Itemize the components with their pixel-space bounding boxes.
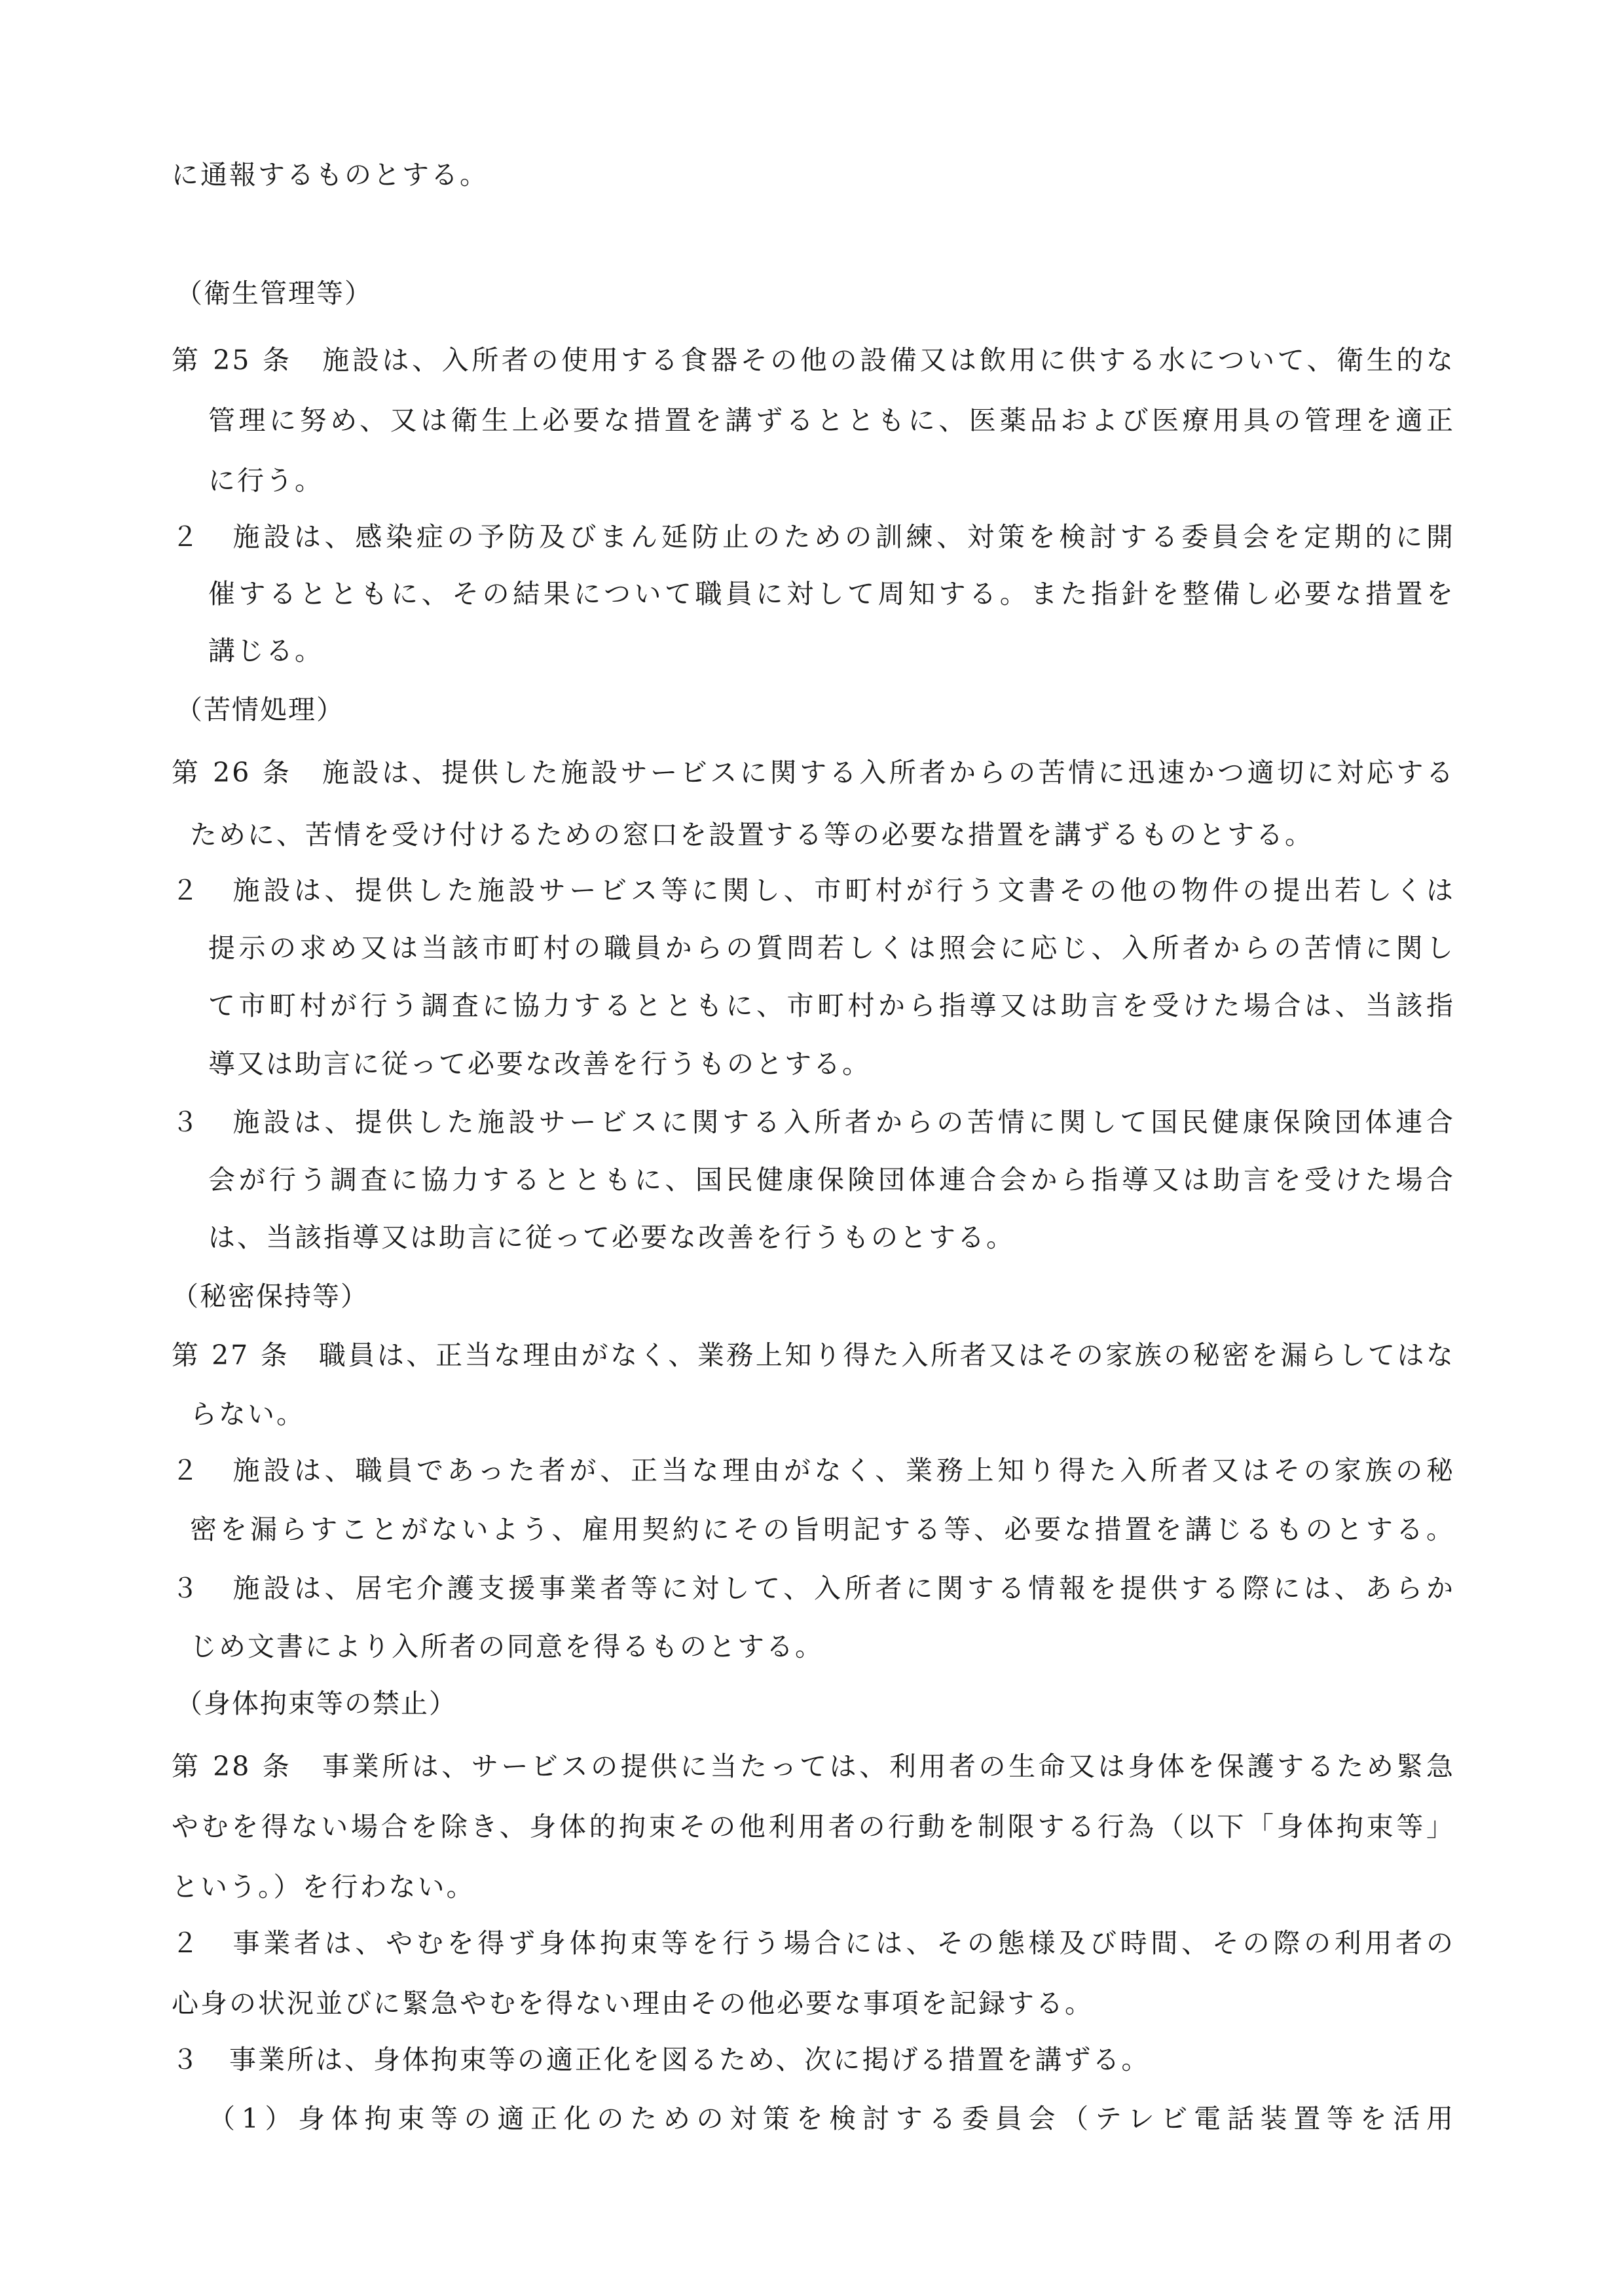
section-heading: （苦情処理） [175,694,344,725]
text-line: 管理に努め、又は衛生上必要な措置を講ずるとともに、医薬品および医療用具の管理を適正 [208,405,1455,436]
text-line: に通報するものとする。 [172,159,489,191]
text-line: て市町村が行う調査に協力するとともに、市町村から指導又は助言を受けた場合は、当該指 [208,990,1455,1021]
paragraph-line: ２ 施設は、提供した施設サービス等に関し、市町村が行う文書その他の物件の提出若しくは [172,875,1455,906]
text-line: 提示の求め又は当該市町村の職員からの質問若しくは照会に応じ、入所者からの苦情に関し [208,932,1455,964]
text-line: 導又は助言に従って必要な改善を行うものとする。 [208,1048,871,1080]
text-line: 会が行う調査に協力するとともに、国民健康保険団体連合会から指導又は助言を受けた場合 [208,1164,1455,1195]
paragraph-line: ２ 施設は、感染症の予防及びまん延防止のための訓練、対策を検討する委員会を定期的に開 [172,521,1455,553]
text-line: 密を漏らすことがないよう、雇用契約にその旨明記する等、必要な措置を講じるものとする。 [190,1514,1455,1545]
paragraph-line: ２ 施設は、職員であった者が、正当な理由がなく、業務上知り得た入所者又はその家族の秘 [172,1455,1456,1486]
article-line: 第 26 条 施設は、提供した施設サービスに関する入所者からの苦情に迅速かつ適切に対応する [172,757,1455,788]
text-line: という。）を行わない。 [172,1871,475,1903]
text-line: 催するとともに、その結果について職員に対して周知する。また指針を整備し必要な措置を [208,578,1455,610]
text-line: やむを得ない場合を除き、身体的拘束その他利用者の行動を制限する行為（以下「身体拘束等」 [172,1811,1455,1842]
paragraph-line: ３ 施設は、提供した施設サービスに関する入所者からの苦情に関して国民健康保険団体連合 [172,1106,1455,1138]
text-line: に行う。 [208,465,323,496]
paragraph-line: ３ 施設は、居宅介護支援事業者等に対して、入所者に関する情報を提供する際には、あらか [172,1573,1455,1604]
text-line: じめ文書により入所者の同意を得るものとする。 [190,1631,824,1662]
section-heading: （身体拘束等の禁止） [175,1688,457,1719]
article-line: 第 27 条 職員は、正当な理由がなく、業務上知り得た入所者又はその家族の秘密を漏らしてはな [172,1339,1455,1371]
section-heading: （秘密保持等） [172,1281,369,1312]
text-line: ために、苦情を受け付けるための窓口を設置する等の必要な措置を講ずるものとする。 [190,819,1314,850]
text-line: 心身の状況並びに緊急やむを得ない理由その他必要な事項を記録する。 [172,1988,1094,2019]
section-heading: （衛生管理等） [175,278,373,309]
list-item-line: （1）身体拘束等の適正化のための対策を検討する委員会（テレビ電話装置等を活用 [208,2103,1455,2134]
article-line: 第 25 条 施設は、入所者の使用する食器その他の設備又は飲用に供する水について、衛生的な [172,344,1455,376]
text-line: 講じる。 [208,635,323,666]
paragraph-line: ３ 事業所は、身体拘束等の適正化を図るため、次に掲げる措置を講ずる。 [172,2044,1151,2075]
text-line: らない。 [190,1398,305,1430]
paragraph-line: ２ 事業者は、やむを得ず身体拘束等を行う場合には、その態様及び時間、その際の利用者の [172,1927,1455,1959]
text-line: は、当該指導又は助言に従って必要な改善を行うものとする。 [208,1222,1015,1253]
article-line: 第 28 条 事業所は、サービスの提供に当たっては、利用者の生命又は身体を保護するため緊急 [172,1751,1455,1782]
